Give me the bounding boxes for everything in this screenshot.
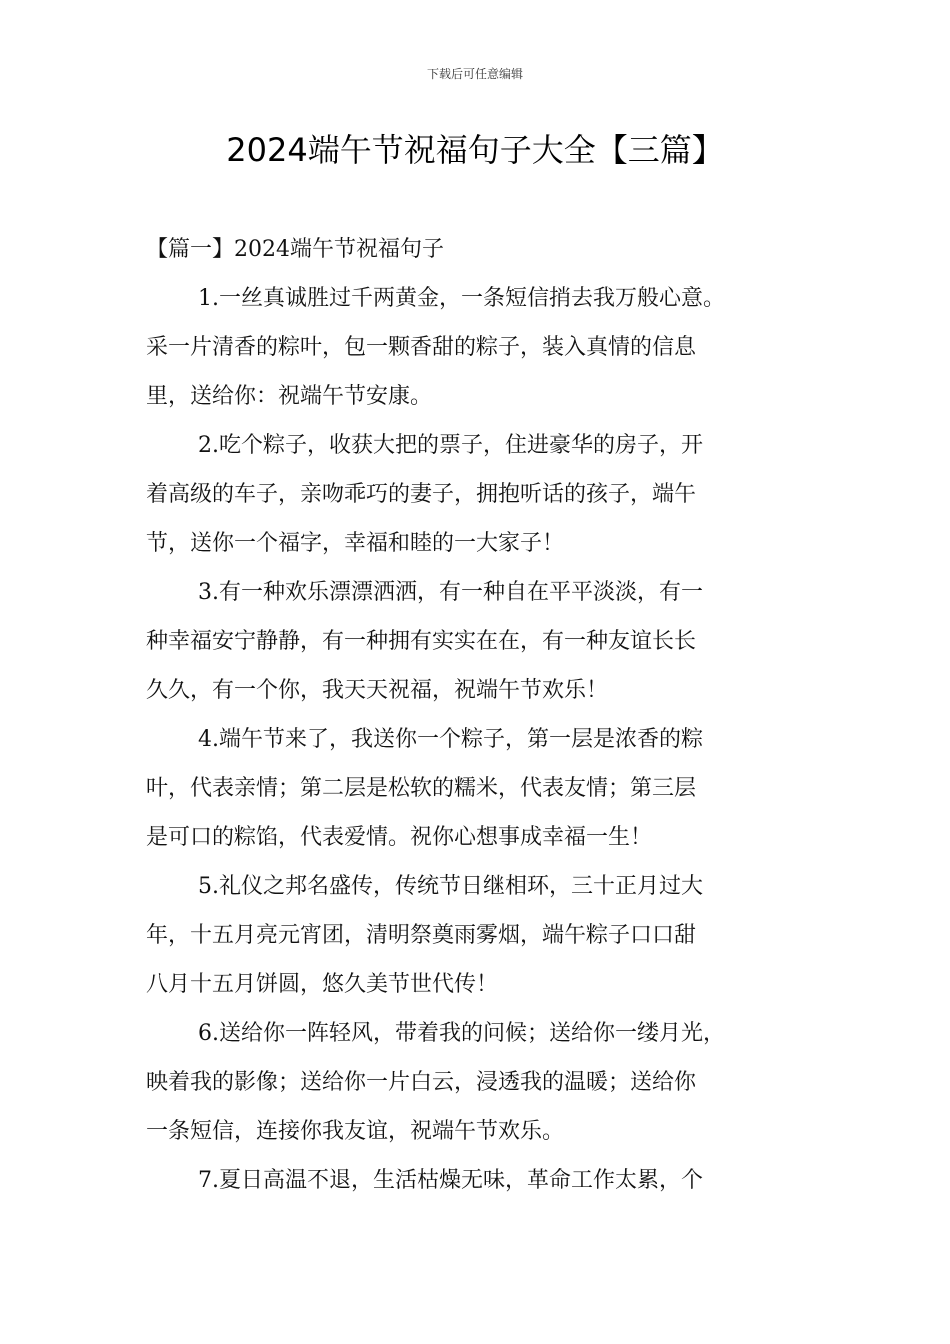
paragraph-line: 一条短信，连接你我友谊，祝端午节欢乐。: [146, 1119, 565, 1144]
paragraph-line: 1.一丝真诚胜过千两黄金，一条短信捎去我万般心意。: [198, 286, 725, 311]
paragraph-line: 八月十五月饼圆，悠久美节世代传！: [146, 972, 499, 997]
paragraph-7: [146, 1156, 811, 1205]
paragraph-line: 种幸福安宁静静，有一种拥有实实在在，有一种友谊长长: [146, 629, 697, 654]
paragraph-line: 节，送你一个福字，幸福和睦的一大家子！: [146, 531, 565, 556]
paragraph-line: 采一片清香的粽叶，包一颗香甜的粽子，装入真情的信息: [146, 335, 697, 360]
paragraph-4: [146, 715, 811, 862]
section-heading: 【篇一】2024端午节祝福句子: [146, 237, 444, 262]
paragraph-line: 映着我的影像；送给你一片白云，浸透我的温暖；送给你: [146, 1070, 697, 1095]
paragraph-line: 2.吃个粽子，收获大把的票子，住进豪华的房子，开: [198, 433, 703, 458]
paragraph-5: [146, 862, 811, 1009]
paragraph-line: 6.送给你一阵轻风，带着我的问候；送给你一缕月光，: [198, 1021, 725, 1046]
paragraph-3: [146, 568, 811, 715]
paragraph-line: 5.礼仪之邦名盛传，传统节日继相环，三十正月过大: [198, 874, 703, 899]
paragraph-line: 着高级的车子，亲吻乖巧的妻子，拥抱听话的孩子，端午: [146, 482, 697, 507]
paragraph-line: 是可口的粽馅，代表爱情。祝你心想事成幸福一生！: [146, 825, 653, 850]
paragraph-line: 里，送给你：祝端午节安康。: [146, 384, 433, 409]
paragraph-line: 3.有一种欢乐漂漂洒洒，有一种自在平平淡淡，有一: [198, 580, 703, 605]
paragraph-6: [146, 1009, 811, 1156]
paragraph-2: [146, 421, 811, 568]
paragraph-line: 久久，有一个你，我天天祝福，祝端午节欢乐！: [146, 678, 609, 703]
header-note: 下载后可任意编辑: [426, 67, 523, 81]
paragraph-line: 年，十五月亮元宵团，清明祭奠雨雾烟，端午粽子口口甜: [146, 923, 697, 948]
paragraph-1: [146, 274, 811, 421]
paragraph-line: 叶，代表亲情；第二层是松软的糯米，代表友情；第三层: [146, 776, 697, 801]
paragraph-line: 7.夏日高温不退，生活枯燥无味，革命工作太累，个: [198, 1168, 703, 1193]
document-title: 2024端午节祝福句子大全【三篇】: [226, 131, 724, 169]
document-body: [146, 225, 811, 1205]
paragraph-line: 4.端午节来了，我送你一个粽子，第一层是浓香的粽: [198, 727, 703, 752]
